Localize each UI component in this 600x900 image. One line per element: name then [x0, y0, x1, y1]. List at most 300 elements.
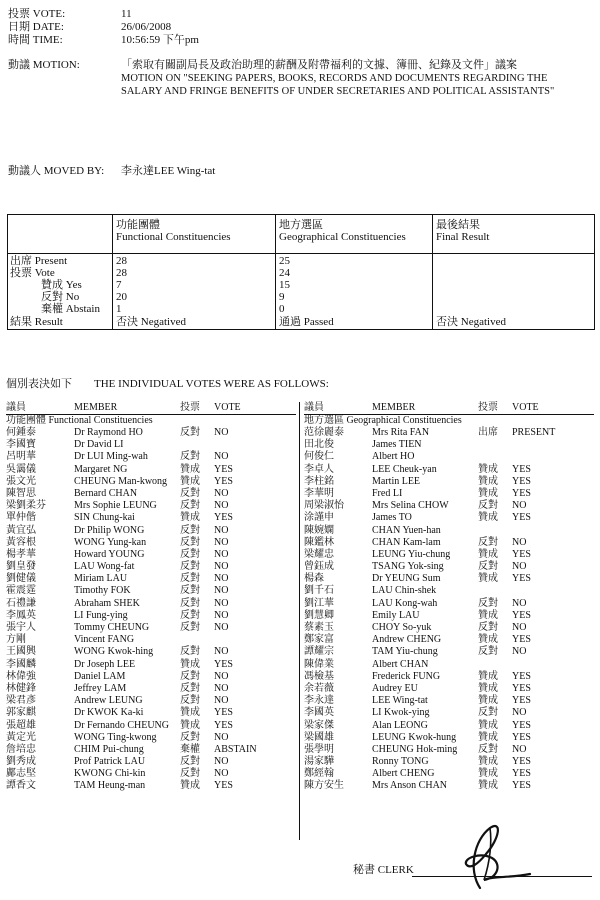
member-row — [304, 451, 594, 463]
member-name-zh: 張文光 — [6, 475, 36, 487]
member-vote-zh: 贊成 — [180, 707, 200, 719]
member-vote-zh: 贊成 — [478, 475, 498, 487]
member-name-zh: 譚香文 — [6, 780, 36, 792]
date-value: 26/06/2008 — [121, 21, 172, 33]
member-vote-en: NO — [214, 548, 229, 560]
member-name-en: LAU Wong-fat — [74, 561, 135, 573]
member-name-zh: 李國麟 — [6, 658, 36, 670]
member-vote-en: YES — [214, 780, 233, 792]
member-row — [6, 707, 296, 719]
member-name-zh: 王國興 — [6, 646, 36, 658]
summary-row-label: 棄權 Abstain — [41, 303, 100, 315]
member-row — [6, 525, 296, 537]
member-name-en: LEE Wing-tat — [372, 695, 428, 707]
member-vote-en: YES — [512, 548, 531, 560]
member-name-zh: 林偉強 — [6, 670, 36, 682]
member-vote-zh: 贊成 — [478, 463, 498, 475]
vote-zh-header: 投票 — [180, 402, 200, 413]
member-name-zh: 張超雄 — [6, 719, 36, 731]
member-name-en: WONG Ting-kwong — [74, 731, 157, 743]
gc-heading-zh: 地方選區 — [279, 219, 323, 231]
member-vote-en: ABSTAIN — [214, 743, 257, 755]
member-name-zh: 李柱銘 — [304, 475, 334, 487]
member-en-header: MEMBER — [372, 402, 416, 413]
member-name-zh: 劉健儀 — [6, 573, 36, 585]
member-vote-en: NO — [512, 536, 527, 548]
functional-member-list — [6, 427, 296, 793]
member-name-en: LI Fung-ying — [74, 609, 128, 621]
member-vote-zh: 反對 — [180, 573, 200, 585]
member-vote-en: YES — [512, 512, 531, 524]
member-vote-zh: 反對 — [180, 500, 200, 512]
member-row — [304, 780, 594, 792]
member-vote-en: NO — [214, 585, 229, 597]
member-row — [304, 646, 594, 658]
member-vote-zh: 贊成 — [478, 780, 498, 792]
member-vote-zh: 贊成 — [478, 609, 498, 621]
member-vote-en: NO — [214, 451, 229, 463]
member-name-en: Fred LI — [372, 487, 403, 499]
member-vote-en: NO — [214, 500, 229, 512]
final-heading-zh: 最後結果 — [436, 219, 480, 231]
member-vote-zh: 贊成 — [180, 512, 200, 524]
member-row — [304, 732, 594, 744]
geographical-member-list — [304, 427, 594, 793]
motion-title-en-line2: SALARY AND FRINGE BENEFITS OF UNDER SECRETARIES AND POLITICAL ASSISTANTS" — [121, 86, 555, 97]
member-name-en: Prof Patrick LAU — [74, 756, 146, 768]
member-name-en: SIN Chung-kai — [74, 512, 135, 524]
member-vote-zh: 贊成 — [478, 512, 498, 524]
member-name-zh: 吳靄儀 — [6, 463, 36, 475]
member-vote-en: YES — [214, 475, 233, 487]
member-name-zh: 黃宜弘 — [6, 524, 36, 536]
member-row — [6, 573, 296, 585]
member-row — [304, 671, 594, 683]
member-name-en: Mrs Rita FAN — [372, 427, 430, 438]
member-name-zh: 周梁淑怡 — [304, 500, 344, 512]
member-name-en: CHAN Kam-lam — [372, 536, 441, 548]
member-vote-zh: 反對 — [180, 597, 200, 609]
member-vote-zh: 反對 — [180, 561, 200, 573]
member-name-zh: 霍震霆 — [6, 585, 36, 597]
member-vote-en: NO — [512, 622, 527, 633]
member-vote-zh: 贊成 — [478, 695, 498, 707]
vote-en-header: VOTE — [214, 402, 241, 413]
member-vote-zh: 贊成 — [478, 719, 498, 731]
member-name-en: Dr Philip WONG — [74, 524, 145, 536]
final-result: 否決 Negatived — [436, 316, 506, 328]
member-row — [304, 488, 594, 500]
member-name-zh: 范徐麗泰 — [304, 427, 344, 438]
summary-table — [7, 214, 595, 330]
column-header — [6, 402, 296, 415]
member-vote-zh: 反對 — [180, 731, 200, 743]
member-name-en: Daniel LAM — [74, 670, 126, 682]
member-vote-en: NO — [214, 768, 229, 780]
member-name-en: Albert HO — [372, 451, 415, 463]
fc-heading-en: Functional Constituencies — [116, 231, 231, 243]
member-row — [304, 598, 594, 610]
member-vote-zh: 反對 — [478, 561, 498, 573]
member-vote-zh: 反對 — [180, 768, 200, 780]
member-vote-en: NO — [512, 500, 527, 512]
member-vote-zh: 贊成 — [478, 634, 498, 646]
member-row — [6, 610, 296, 622]
member-name-zh: 李國英 — [304, 707, 334, 719]
member-vote-en: NO — [214, 609, 229, 621]
member-vote-zh: 出席 — [478, 427, 498, 438]
member-row — [304, 439, 594, 451]
member-name-zh: 方剛 — [6, 634, 26, 646]
member-row — [6, 488, 296, 500]
member-vote-zh: 反對 — [478, 500, 498, 512]
member-row — [304, 500, 594, 512]
member-row — [6, 561, 296, 573]
member-name-en: CHOY So-yuk — [372, 622, 432, 633]
member-name-en: Tommy CHEUNG — [74, 622, 150, 633]
member-name-zh: 馮檢基 — [304, 670, 334, 682]
member-name-en: TSANG Yok-sing — [372, 561, 444, 573]
member-name-en: Frederick FUNG — [372, 670, 441, 682]
member-name-en: LEE Cheuk-yan — [372, 463, 437, 475]
member-name-zh: 涂謹申 — [304, 512, 334, 524]
member-name-en: CHAN Yuen-han — [372, 524, 441, 536]
moved-by-value: 李永達LEE Wing-tat — [121, 165, 216, 177]
member-vote-zh: 反對 — [180, 682, 200, 694]
member-row — [304, 683, 594, 695]
member-name-zh: 張宇人 — [6, 622, 36, 633]
member-name-en: Martin LEE — [372, 475, 421, 487]
member-row — [304, 573, 594, 585]
member-name-zh: 詹培忠 — [6, 743, 36, 755]
member-name-en: Andrew LEUNG — [74, 695, 143, 707]
member-vote-zh: 贊成 — [180, 780, 200, 792]
member-vote-en: NO — [214, 573, 229, 585]
member-name-en: CHEUNG Man-kwong — [74, 475, 168, 487]
member-name-zh: 陳智思 — [6, 487, 36, 499]
fc-heading-zh: 功能團體 — [116, 219, 160, 231]
member-name-en: Ronny TONG — [372, 756, 429, 768]
member-vote-en: NO — [214, 756, 229, 768]
member-name-zh: 林健鋒 — [6, 682, 36, 694]
member-name-en: James TIEN — [372, 439, 422, 451]
member-name-en: LAU Chin-shek — [372, 585, 437, 597]
member-vote-zh: 反對 — [180, 524, 200, 536]
member-name-zh: 鄭家富 — [304, 634, 334, 646]
member-name-zh: 李國寶 — [6, 439, 36, 451]
member-row — [6, 512, 296, 524]
member-name-en: Vincent FANG — [74, 634, 135, 646]
member-name-zh: 劉皇發 — [6, 561, 36, 573]
member-name-en: Mrs Anson CHAN — [372, 780, 448, 792]
member-name-en: Timothy FOK — [74, 585, 131, 597]
member-row — [6, 695, 296, 707]
member-vote-zh: 贊成 — [478, 670, 498, 682]
member-vote-en: NO — [214, 561, 229, 573]
member-vote-zh: 贊成 — [478, 682, 498, 694]
member-vote-zh: 反對 — [478, 536, 498, 548]
member-row — [304, 744, 594, 756]
individual-votes-title: 個別表決如下 THE INDIVIDUAL VOTES WERE AS FOLLOWS: — [6, 378, 329, 390]
member-name-en: CHIM Pui-chung — [74, 743, 144, 755]
member-vote-zh: 贊成 — [478, 731, 498, 743]
member-vote-zh: 反對 — [180, 756, 200, 768]
member-name-en: WONG Kwok-hing — [74, 646, 154, 658]
member-row — [6, 720, 296, 732]
member-name-zh: 田北俊 — [304, 439, 334, 451]
member-name-en: Dr YEUNG Sum — [372, 573, 441, 585]
gc-result: 通過 Passed — [279, 316, 334, 328]
member-row — [6, 476, 296, 488]
geographical-column — [304, 402, 594, 793]
member-vote-zh: 反對 — [180, 427, 200, 438]
member-row — [304, 610, 594, 622]
member-name-zh: 何俊仁 — [304, 451, 334, 463]
member-name-zh: 郭家麒 — [6, 707, 36, 719]
member-name-en: Mrs Sophie LEUNG — [74, 500, 157, 512]
member-name-en: LEUNG Kwok-hung — [372, 731, 457, 743]
member-vote-zh: 反對 — [478, 597, 498, 609]
member-row — [6, 780, 296, 792]
member-vote-en: YES — [512, 756, 531, 768]
member-vote-en: YES — [214, 707, 233, 719]
member-row — [304, 561, 594, 573]
member-vote-en: YES — [214, 719, 233, 731]
member-vote-en: YES — [512, 463, 531, 475]
vote-en-header: VOTE — [512, 402, 539, 413]
member-row — [6, 683, 296, 695]
member-name-zh: 余若薇 — [304, 682, 334, 694]
member-row — [304, 476, 594, 488]
member-vote-en: NO — [512, 597, 527, 609]
member-vote-en: NO — [214, 487, 229, 499]
member-name-en: WONG Yung-kan — [74, 536, 147, 548]
member-row — [304, 695, 594, 707]
member-vote-zh: 贊成 — [478, 756, 498, 768]
member-row — [304, 659, 594, 671]
member-vote-zh: 反對 — [180, 609, 200, 621]
member-name-zh: 梁耀忠 — [304, 548, 334, 560]
member-vote-en: YES — [512, 695, 531, 707]
member-vote-en: PRESENT — [512, 427, 556, 438]
member-vote-en: YES — [512, 487, 531, 499]
member-name-zh: 劉千石 — [304, 585, 334, 597]
member-row — [304, 549, 594, 561]
member-vote-zh: 反對 — [478, 707, 498, 719]
member-vote-zh: 反對 — [180, 487, 200, 499]
member-row — [304, 512, 594, 524]
member-name-zh: 陳方安生 — [304, 780, 344, 792]
member-row — [6, 500, 296, 512]
summary-row-label: 反對 No — [41, 291, 80, 303]
vote-number-label: 投票 VOTE: — [8, 8, 66, 20]
member-row — [304, 525, 594, 537]
member-vote-en: NO — [214, 536, 229, 548]
member-name-zh: 湯家驊 — [304, 756, 334, 768]
member-vote-zh: 反對 — [478, 646, 498, 658]
member-vote-zh: 贊成 — [180, 463, 200, 475]
member-name-en: Dr LUI Ming-wah — [74, 451, 148, 463]
member-name-zh: 陳鑑林 — [304, 536, 334, 548]
member-vote-zh: 贊成 — [180, 475, 200, 487]
member-row — [6, 585, 296, 597]
final-heading-en: Final Result — [436, 231, 490, 243]
member-vote-en: NO — [512, 743, 527, 755]
member-row — [304, 537, 594, 549]
member-name-zh: 梁家傑 — [304, 719, 334, 731]
member-name-en: Alan LEONG — [372, 719, 428, 731]
member-name-zh: 石禮謙 — [6, 597, 36, 609]
member-name-zh: 劉秀成 — [6, 756, 36, 768]
gc-heading-en: Geographical Constituencies — [279, 231, 406, 243]
member-vote-en: YES — [512, 609, 531, 621]
member-en-header: MEMBER — [74, 402, 118, 413]
moved-by-label: 動議人 MOVED BY: — [8, 165, 105, 177]
member-row — [6, 634, 296, 646]
member-name-en: Jeffrey LAM — [74, 682, 127, 694]
member-name-zh: 蔡素玉 — [304, 622, 334, 633]
member-vote-zh: 反對 — [478, 743, 498, 755]
member-vote-zh: 反對 — [180, 695, 200, 707]
summary-gc-value: 0 — [279, 303, 285, 315]
member-row — [304, 756, 594, 768]
member-vote-en: NO — [214, 622, 229, 633]
summary-gc-value: 9 — [279, 291, 285, 303]
member-vote-en: NO — [214, 670, 229, 682]
member-vote-en: YES — [512, 670, 531, 682]
vote-zh-header: 投票 — [478, 402, 498, 413]
motion-label: 動議 MOTION: — [8, 59, 80, 71]
summary-row-label: 贊成 Yes — [41, 279, 82, 291]
clerk-signature — [440, 818, 540, 890]
member-name-zh: 陳偉業 — [304, 658, 334, 670]
member-name-en: Abraham SHEK — [74, 597, 140, 609]
member-vote-en: NO — [214, 731, 229, 743]
member-name-zh: 呂明華 — [6, 451, 36, 463]
summary-fc-value: 20 — [116, 291, 127, 303]
member-name-en: LI Kwok-ying — [372, 707, 430, 719]
summary-fc-value: 1 — [116, 303, 122, 315]
member-name-zh: 何鍾泰 — [6, 427, 36, 438]
fc-result: 否決 Negatived — [116, 316, 186, 328]
member-name-en: Emily LAU — [372, 609, 420, 621]
member-vote-zh: 反對 — [180, 536, 200, 548]
member-name-en: Mrs Selina CHOW — [372, 500, 449, 512]
member-name-zh: 譚耀宗 — [304, 646, 334, 658]
member-name-zh: 李卓人 — [304, 463, 334, 475]
member-name-en: TAM Yiu-chung — [372, 646, 438, 658]
member-name-zh: 李永達 — [304, 695, 334, 707]
summary-gc-value: 24 — [279, 267, 290, 279]
member-name-zh: 楊森 — [304, 573, 324, 585]
member-zh-header: 議員 — [6, 402, 26, 413]
member-row — [304, 720, 594, 732]
member-vote-zh: 反對 — [478, 622, 498, 633]
member-vote-en: YES — [214, 658, 233, 670]
member-name-en: KWONG Chi-kin — [74, 768, 146, 780]
member-vote-en: YES — [512, 634, 531, 646]
summary-gc-value: 25 — [279, 255, 290, 267]
member-vote-zh: 贊成 — [478, 487, 498, 499]
member-row — [6, 598, 296, 610]
member-name-en: CHEUNG Hok-ming — [372, 743, 458, 755]
member-row — [6, 671, 296, 683]
member-name-en: Dr Raymond HO — [74, 427, 143, 438]
member-vote-zh: 贊成 — [478, 548, 498, 560]
member-name-zh: 梁劉柔芬 — [6, 500, 46, 512]
member-vote-zh: 反對 — [180, 451, 200, 463]
functional-column — [6, 402, 296, 793]
functional-group-title: 功能團體 Functional Constituencies — [6, 415, 153, 426]
member-row — [304, 585, 594, 597]
summary-fc-value: 7 — [116, 279, 122, 291]
member-vote-en: NO — [214, 646, 229, 658]
member-row — [6, 439, 296, 451]
motion-title-en-line1: MOTION ON "SEEKING PAPERS, BOOKS, RECORDS AND DOCUMENTS REGARDING THE — [121, 73, 548, 84]
member-name-en: James TO — [372, 512, 412, 524]
member-zh-header: 議員 — [304, 402, 324, 413]
member-vote-zh: 贊成 — [478, 573, 498, 585]
member-name-en: Dr Joseph LEE — [74, 658, 136, 670]
member-name-zh: 梁國雄 — [304, 731, 334, 743]
member-vote-zh: 贊成 — [180, 719, 200, 731]
member-name-en: Dr Fernando CHEUNG — [74, 719, 169, 731]
member-vote-en: YES — [512, 731, 531, 743]
member-vote-en: YES — [512, 475, 531, 487]
member-name-zh: 楊孝華 — [6, 548, 36, 560]
member-name-en: Dr David LI — [74, 439, 124, 451]
member-vote-zh: 反對 — [180, 646, 200, 658]
member-row — [6, 659, 296, 671]
member-name-zh: 黃定光 — [6, 731, 36, 743]
member-vote-zh: 贊成 — [180, 658, 200, 670]
member-row — [6, 744, 296, 756]
member-vote-zh: 反對 — [180, 585, 200, 597]
member-row — [6, 537, 296, 549]
member-vote-en: NO — [512, 646, 527, 658]
member-vote-en: YES — [512, 768, 531, 780]
member-name-en: TAM Heung-man — [74, 780, 146, 792]
member-name-zh: 張學明 — [304, 743, 334, 755]
summary-fc-value: 28 — [116, 267, 127, 279]
clerk-label: 秘書 CLERK — [353, 864, 414, 876]
member-row — [304, 464, 594, 476]
member-vote-zh: 贊成 — [478, 768, 498, 780]
member-name-zh: 單仲偕 — [6, 512, 36, 524]
member-vote-zh: 反對 — [180, 548, 200, 560]
member-row — [6, 732, 296, 744]
member-vote-en: YES — [512, 780, 531, 792]
member-name-en: Howard YOUNG — [74, 548, 145, 560]
member-name-zh: 李華明 — [304, 487, 334, 499]
member-name-en: Andrew CHENG — [372, 634, 442, 646]
member-name-en: Albert CHENG — [372, 768, 435, 780]
member-row — [6, 427, 296, 439]
member-name-zh: 黃容根 — [6, 536, 36, 548]
member-name-zh: 梁君彥 — [6, 695, 36, 707]
result-label: 結果 Result — [10, 316, 63, 328]
member-vote-en: NO — [214, 524, 229, 536]
summary-row-label: 出席 Present — [10, 255, 68, 267]
member-name-en: LAU Kong-wah — [372, 597, 438, 609]
member-row — [6, 756, 296, 768]
member-vote-en: YES — [512, 719, 531, 731]
member-vote-en: NO — [214, 597, 229, 609]
member-row — [304, 622, 594, 634]
member-row — [304, 707, 594, 719]
member-row — [6, 768, 296, 780]
motion-title-zh: 「索取有關副局長及政治助理的薪酬及附帶福利的文據、簿冊、紀錄及文件」議案 — [121, 59, 517, 71]
